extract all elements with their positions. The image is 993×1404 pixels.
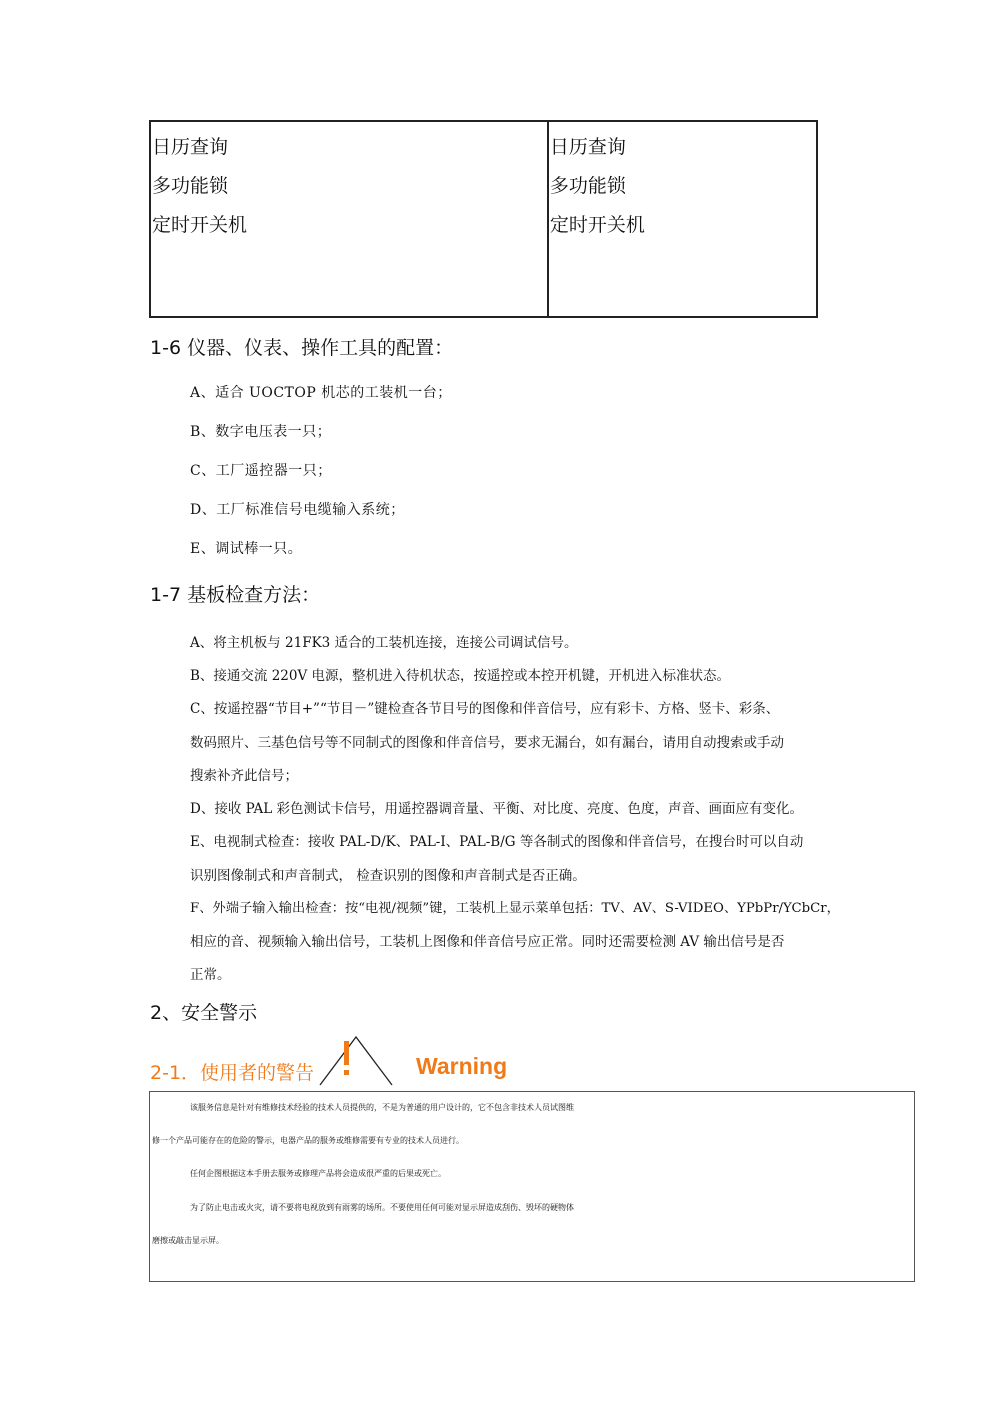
method-line: B、接通交流 220V 电源，整机进入待机状态，按遥控或本控开机键，开机进入标准状态。: [190, 668, 731, 684]
tool-item: E、调试棒一只。: [190, 541, 303, 557]
feature-column-left: [151, 122, 549, 316]
warning-triangle-icon: [318, 1035, 394, 1087]
tool-item: A、适合 UOCTOP 机芯的工装机一台；: [190, 385, 452, 401]
warning-text-line: 任何企图根据这本手册去服务或修理产品将会造成很严重的后果或死亡。: [190, 1169, 446, 1178]
warning-text-line: 该服务信息是针对有维修技术经验的技术人员提供的，不是为普通的用户设计的，它不包含非技术人员试图维: [190, 1103, 574, 1112]
section-1-6-title: 1-6 仪器、仪表、操作工具的配置：: [150, 337, 454, 359]
method-line: 数码照片、三基色信号等不同制式的图像和伴音信号，要求无漏台，如有漏台，请用自动搜索或手动: [190, 735, 784, 751]
warning-label: Warning: [416, 1053, 508, 1079]
section-2-1-title: 2-1．使用者的警告: [150, 1062, 315, 1084]
tool-item: B、数字电压表一只；: [190, 424, 332, 440]
method-line: A、将主机板与 21FK3 适合的工装机连接，连接公司调试信号。: [190, 635, 578, 651]
feature-table: [149, 120, 818, 318]
method-line: 相应的音、视频输入输出信号，工装机上图像和伴音信号应正常。同时还需要检测 AV 输出信号是否: [190, 934, 785, 950]
method-line: 识别图像制式和声音制式， 检查识别的图像和声音制式是否正确。: [190, 868, 586, 884]
method-line: D、接收 PAL 彩色测试卡信号，用遥控器调音量、平衡、对比度、亮度、色度，声音、画面应有变化。: [190, 801, 803, 817]
warning-text-line: 磨擦或敲击显示屏。: [152, 1236, 224, 1245]
feature-item: 日历查询: [152, 136, 229, 158]
warning-box: [149, 1091, 915, 1282]
method-line: E、电视制式检查：接收 PAL-D/K、PAL-I、PAL-B/G 等各制式的图像和伴音信号，在搜台时可以自动: [190, 834, 804, 850]
feature-item: 日历查询: [549, 136, 626, 158]
warning-text-line: 修一个产品可能存在的危险的警示，电器产品的服务或维修需要有专业的技术人员进行。: [152, 1136, 464, 1145]
feature-item: 定时开关机: [549, 214, 645, 236]
method-line: 正常。: [190, 967, 231, 983]
warning-text-line: 为了防止电击或火灾，请不要将电视放到有雨雾的场所。不要使用任何可能对显示屏造成刮伤、毁坏的硬物体: [190, 1203, 574, 1212]
tool-item: C、工厂遥控器一只；: [190, 463, 332, 479]
feature-column-right: [549, 122, 816, 316]
feature-item: 多功能锁: [549, 175, 626, 197]
section-2-title: 2、安全警示: [150, 1002, 258, 1024]
method-line: 搜索补齐此信号；: [190, 768, 298, 784]
feature-item: 多功能锁: [152, 175, 229, 197]
method-line: C、按遥控器“节目+”“节目－”键检查各节目号的图像和伴音信号，应有彩卡、方格、竖卡、彩条、: [190, 701, 780, 717]
feature-item: 定时开关机: [152, 214, 248, 236]
method-line: F、外端子输入输出检查：按“电视/视频”键，工装机上显示菜单包括：TV、AV、S-VIDEO、YPbPr/YCbCr，: [190, 901, 840, 916]
section-1-7-title: 1-7 基板检查方法：: [150, 584, 321, 606]
tool-item: D、工厂标准信号电缆输入系统；: [190, 502, 405, 518]
